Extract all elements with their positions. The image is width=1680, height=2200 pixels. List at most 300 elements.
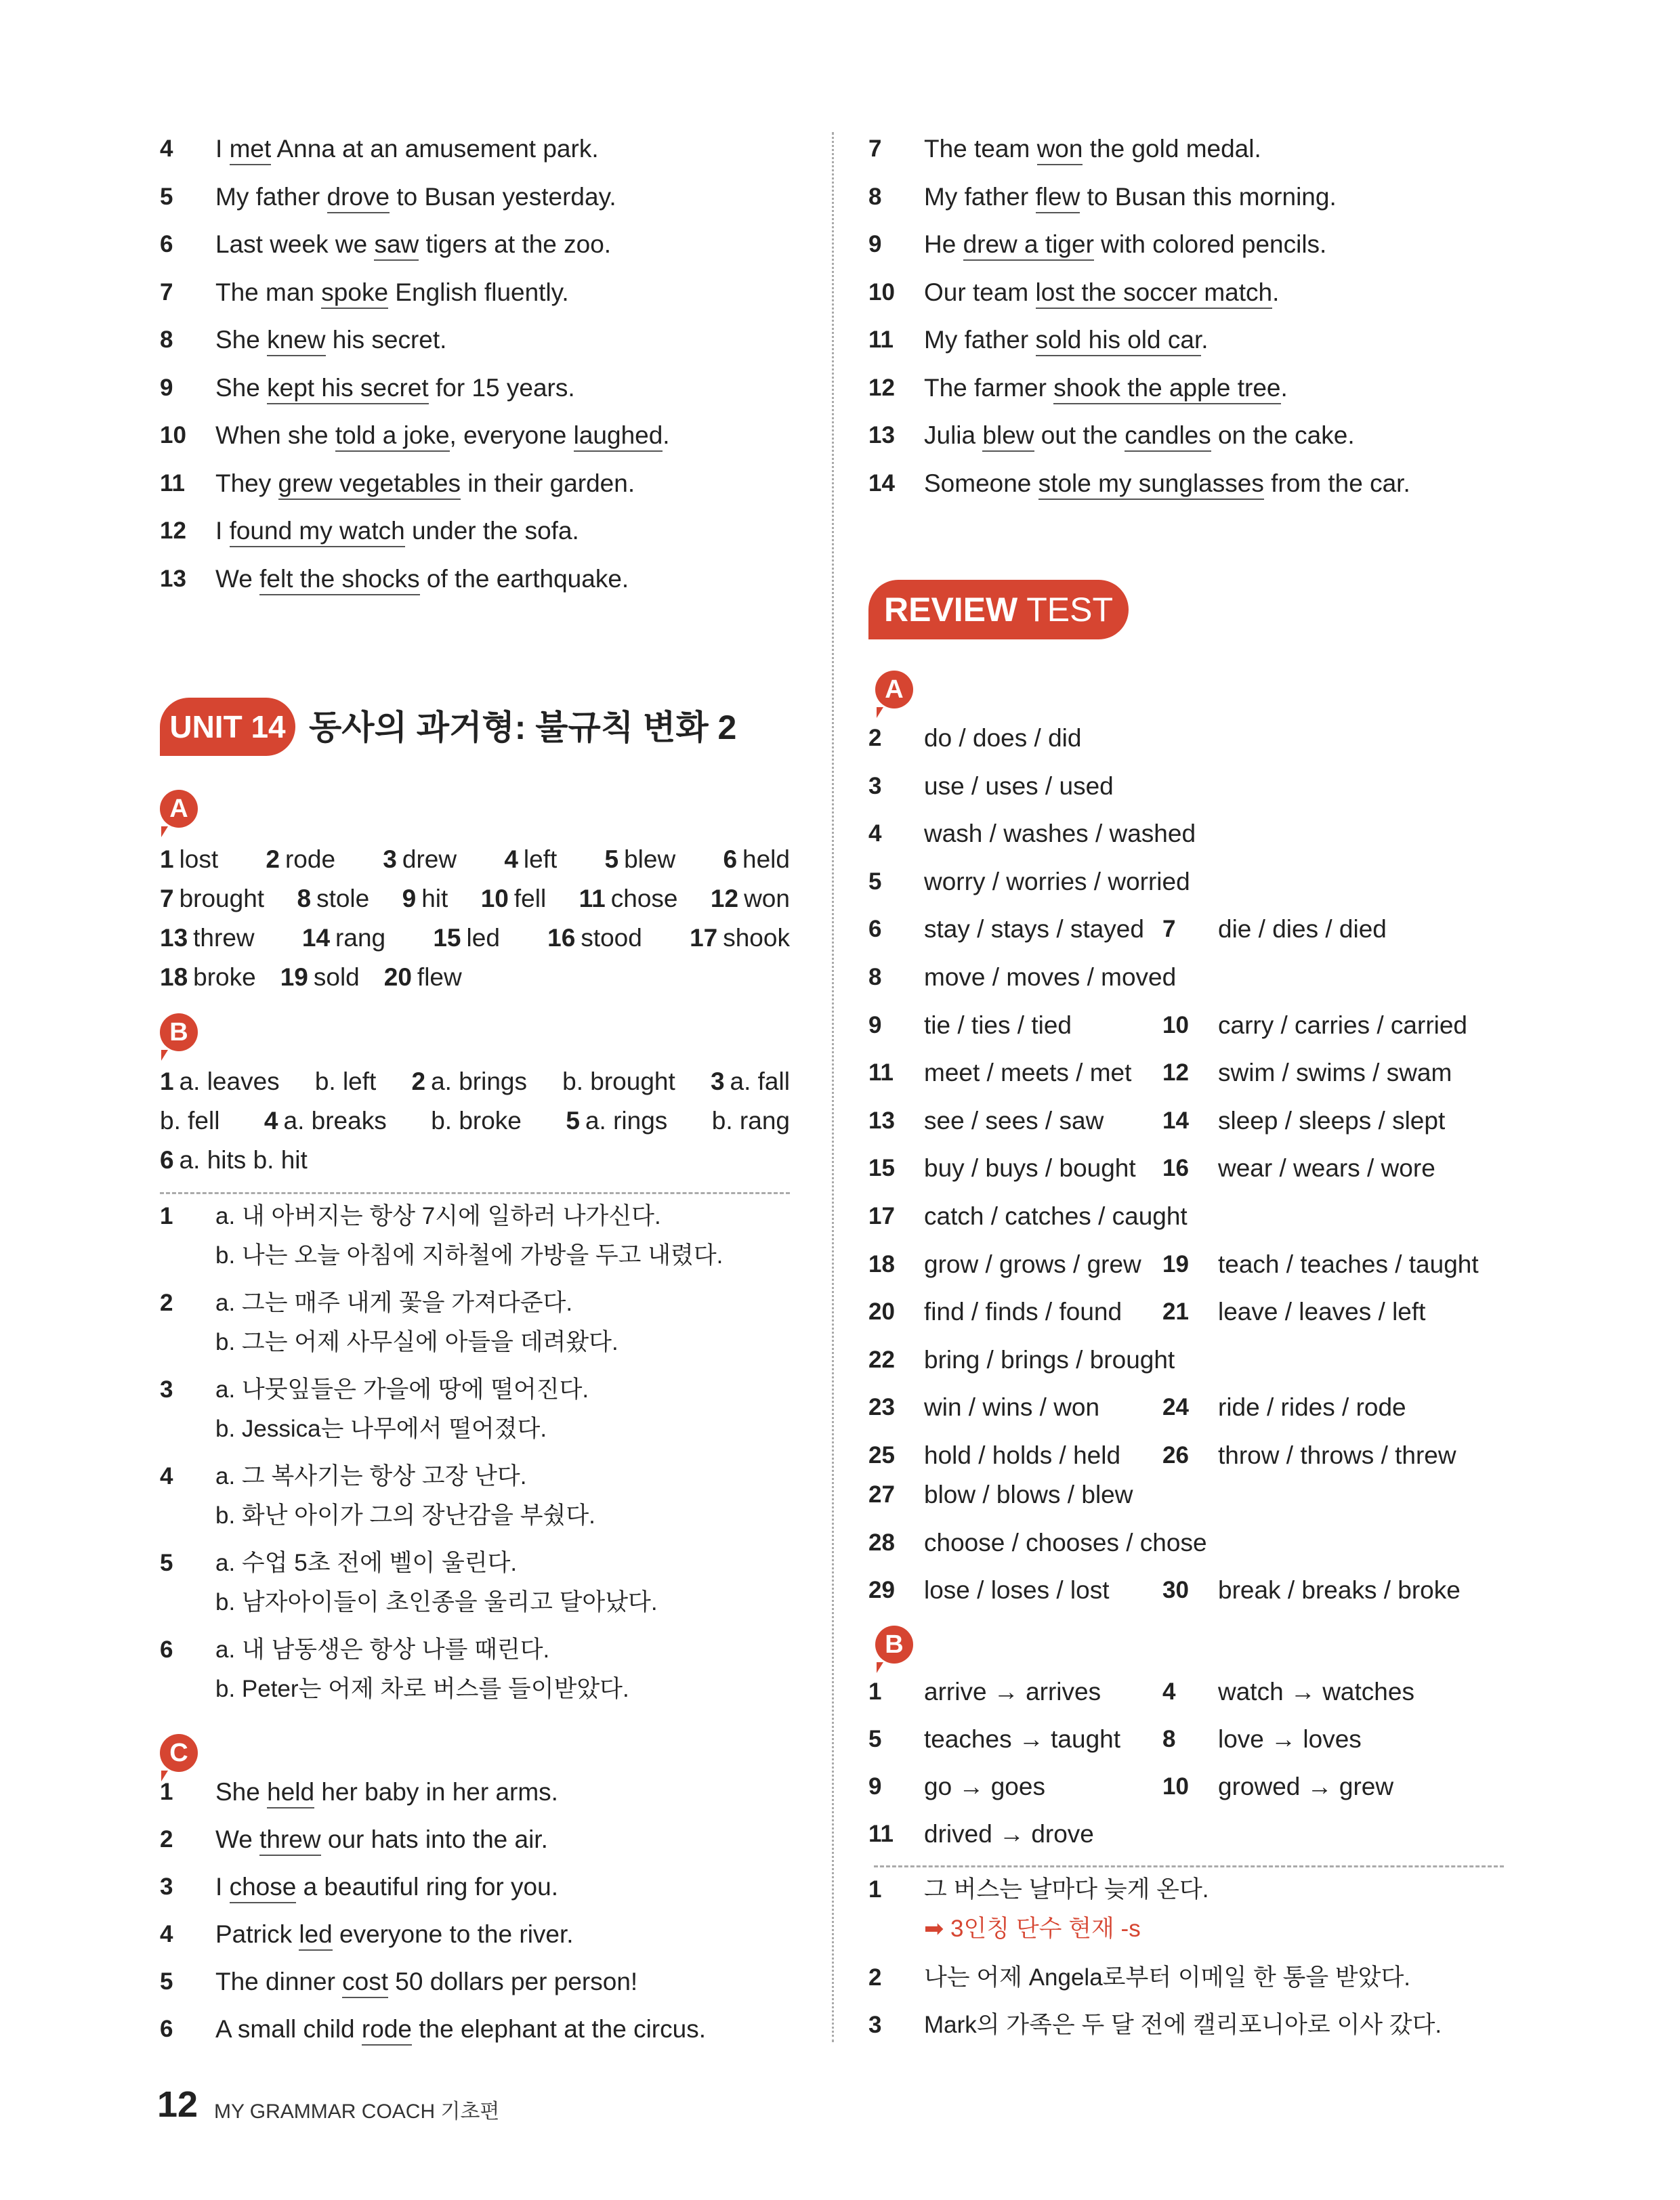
- item-number: 14: [868, 469, 895, 496]
- item-number: 4: [160, 1463, 173, 1489]
- sentence-text: Someone: [924, 469, 1038, 497]
- item-number: 5: [604, 845, 619, 873]
- answer-underlined: candles: [1125, 421, 1211, 452]
- answer-row: [160, 1062, 790, 1101]
- answer-underlined: won: [1037, 135, 1083, 165]
- item-number: 29: [868, 1577, 895, 1604]
- section-c-badge: C: [160, 1734, 198, 1772]
- section-a-badge: A: [160, 790, 198, 828]
- item-sentence: [215, 2013, 706, 2046]
- answer-forms: go → goes: [924, 1773, 1045, 1800]
- answer-word: stole: [316, 885, 370, 912]
- item-number: 5: [160, 183, 173, 210]
- answer-item: [297, 879, 370, 918]
- answer-underlined: saw: [374, 230, 419, 261]
- item-number: 6: [868, 916, 882, 943]
- item-sentence: [215, 372, 575, 404]
- answer-forms: blow / blows / blew: [924, 1481, 1133, 1508]
- answer-forms: love → loves: [1218, 1725, 1362, 1753]
- sentence-text: The team: [924, 135, 1037, 163]
- item-sentence: [215, 133, 599, 165]
- item-number: 11: [160, 469, 185, 496]
- answer-forms: win / wins / won: [924, 1393, 1100, 1422]
- item-sentence: [215, 228, 611, 261]
- answer-forms: use / uses / used: [924, 771, 1114, 800]
- item-number: 10: [160, 422, 186, 448]
- sentence-text: a beautiful ring for you.: [296, 1873, 558, 1901]
- answer-item: [160, 840, 218, 879]
- item-number: 3: [383, 845, 397, 873]
- answer-item: [160, 879, 264, 918]
- item-sentence: [215, 563, 629, 595]
- answer-underlined: met: [230, 135, 272, 165]
- item-number: 25: [868, 1442, 895, 1468]
- answer-forms: wear / wears / wore: [1218, 1154, 1435, 1183]
- answer-item: [384, 958, 462, 997]
- item-number: 23: [868, 1394, 895, 1421]
- review-b-badge: B: [875, 1626, 913, 1664]
- answer-row: [160, 1141, 790, 1180]
- sentence-text: tigers at the zoo.: [419, 230, 612, 258]
- answer-forms: wash / washes / washed: [924, 820, 1196, 848]
- item-number: 6: [160, 2016, 173, 2042]
- sentence-text: .: [1272, 278, 1280, 306]
- answer-underlined: laughed: [574, 421, 663, 452]
- sentence-text: We: [215, 564, 260, 593]
- item-number: 3: [160, 1376, 173, 1403]
- answer-item: [481, 879, 546, 918]
- answer-forms: watch → watches: [1218, 1678, 1414, 1706]
- sentence-text: English fluently.: [388, 278, 569, 306]
- sentence-text: She: [215, 1778, 268, 1806]
- sentence-text: .: [1201, 326, 1209, 354]
- review-a-badge: A: [875, 671, 913, 708]
- item-number: 3: [868, 772, 882, 799]
- item-number: 3: [710, 1067, 725, 1095]
- sentence-text: Our team: [924, 278, 1036, 306]
- item-number: 16: [1162, 1155, 1189, 1182]
- answer-item: [605, 840, 676, 879]
- sentence-text: of the earthquake.: [419, 564, 629, 593]
- answer-word: drew: [402, 845, 457, 873]
- item-number: 19: [1162, 1250, 1189, 1277]
- answer-row: [160, 879, 790, 918]
- translation-b: b. Jessica는 나무에서 떨어졌다.: [215, 1416, 547, 1442]
- sentence-text: to Busan yesterday.: [390, 182, 616, 211]
- item-number: 1: [160, 845, 174, 873]
- item-sentence: [924, 324, 1209, 356]
- answer-forms: break / breaks / broke: [1218, 1576, 1461, 1605]
- answer-item: [690, 918, 790, 958]
- answer-item: [160, 958, 256, 997]
- sentence-text: A small child: [215, 2015, 362, 2043]
- answer-word: b. fell: [160, 1107, 220, 1135]
- answer-word: b. left: [314, 1067, 377, 1095]
- answer-forms: sleep / sleeps / slept: [1218, 1106, 1446, 1135]
- item-sentence: [215, 467, 635, 500]
- item-number: 13: [160, 924, 188, 952]
- item-number: 22: [868, 1346, 895, 1373]
- sentence-text: I: [215, 517, 230, 545]
- answer-item: [315, 1062, 377, 1101]
- answer-word: broke: [193, 963, 256, 991]
- translation-b: b. 남자아이들이 초인종을 울리고 달아났다.: [215, 1589, 658, 1615]
- answer-word: left: [523, 845, 558, 873]
- answer-item: [264, 1101, 387, 1141]
- sentence-text: on the cake.: [1211, 421, 1355, 449]
- item-sentence: [215, 1871, 558, 1903]
- item-number: 4: [504, 845, 518, 873]
- item-number: 18: [160, 963, 188, 991]
- answer-forms: move / moves / moved: [924, 963, 1177, 991]
- item-number: 13: [868, 422, 895, 448]
- item-number: 2: [411, 1067, 426, 1095]
- sentence-text: out the: [1034, 421, 1125, 449]
- item-number: 3: [160, 1874, 173, 1900]
- item-number: 13: [160, 565, 186, 592]
- answer-forms: meet / meets / met: [924, 1059, 1132, 1087]
- answer-item: [160, 1101, 219, 1141]
- item-number: 20: [383, 963, 412, 991]
- answer-word: a. leaves: [179, 1067, 280, 1095]
- answer-item: [280, 958, 360, 997]
- answer-word: hit: [421, 885, 448, 912]
- answer-underlined: told a joke: [335, 421, 450, 452]
- answer-item: [547, 918, 642, 958]
- item-number: 24: [1162, 1394, 1189, 1421]
- translation-b: b. 나는 오늘 아침에 지하철에 가방을 두고 내렸다.: [215, 1242, 723, 1269]
- answer-item: [566, 1101, 667, 1141]
- answer-word: led: [466, 924, 500, 952]
- translation-b: b. 화난 아이가 그의 장난감을 부쉈다.: [215, 1502, 595, 1529]
- item-sentence: [215, 419, 670, 452]
- answer-word: blew: [624, 845, 676, 873]
- item-number: 14: [1162, 1107, 1189, 1134]
- unit-badge: UNIT 14: [160, 698, 295, 756]
- item-sentence: [924, 467, 1410, 500]
- answer-word: b. brought: [562, 1067, 675, 1095]
- translation-a: a. 수업 5초 전에 벨이 울린다.: [215, 1550, 518, 1576]
- answer-underlined: drove: [327, 183, 390, 213]
- item-number: 10: [1162, 1773, 1189, 1800]
- dashed-divider: [874, 1865, 1504, 1867]
- item-number: 19: [280, 963, 308, 991]
- sentence-text: The dinner: [215, 1968, 343, 1995]
- item-number: 9: [868, 231, 882, 257]
- item-number: 7: [868, 135, 882, 162]
- answer-item: [402, 879, 448, 918]
- sentence-text: under the sofa.: [404, 517, 579, 545]
- item-number: 7: [160, 885, 174, 912]
- translation-text: 나는 어제 Angela로부터 이메일 한 통을 받았다.: [924, 1964, 1411, 1991]
- item-number: 11: [579, 885, 606, 912]
- translation-a: a. 그 복사기는 항상 고장 난다.: [215, 1463, 527, 1489]
- item-number: 11: [868, 326, 894, 353]
- item-number: 28: [868, 1529, 895, 1556]
- sentence-text: She: [215, 326, 268, 354]
- answer-item: [723, 840, 790, 879]
- item-number: 30: [1162, 1577, 1189, 1604]
- sentence-text: .: [1280, 373, 1288, 402]
- item-sentence: [924, 372, 1288, 404]
- item-number: 14: [301, 924, 331, 952]
- item-number: 12: [1162, 1059, 1189, 1086]
- item-sentence: [215, 1966, 637, 1998]
- answer-forms: swim / swims / swam: [1218, 1059, 1452, 1087]
- item-number: 10: [480, 885, 509, 912]
- answer-underlined: spoke: [321, 278, 388, 309]
- item-number: 15: [433, 924, 461, 952]
- sentence-text: They: [215, 469, 278, 497]
- sentence-text: The farmer: [924, 373, 1054, 402]
- answer-forms: growed → grew: [1218, 1773, 1394, 1800]
- dashed-divider: [160, 1192, 790, 1194]
- answer-item: [302, 918, 385, 958]
- answer-word: a. hits b. hit: [179, 1146, 308, 1174]
- sentence-text: When she: [215, 421, 335, 449]
- item-number: 27: [868, 1481, 895, 1508]
- item-number: 9: [868, 1773, 882, 1800]
- sentence-text: , everyone: [449, 421, 574, 449]
- answer-forms: see / sees / saw: [924, 1106, 1104, 1135]
- footer-title: MY GRAMMAR COACH 기초편: [214, 2100, 500, 2123]
- answer-underlined: found my watch: [230, 517, 405, 547]
- answer-word: threw: [193, 924, 255, 952]
- answer-forms: find / finds / found: [924, 1298, 1122, 1326]
- sentence-text: her baby in her arms.: [314, 1778, 558, 1806]
- translation-text: 그 버스는 날마다 늦게 온다.: [924, 1876, 1209, 1903]
- answer-forms: grow / grows / grew: [924, 1250, 1141, 1278]
- answer-item: [504, 840, 557, 879]
- answer-underlined: grew vegetables: [278, 469, 461, 500]
- item-number: 5: [868, 1726, 882, 1752]
- item-number: 9: [160, 374, 173, 401]
- item-number: 4: [264, 1107, 278, 1135]
- answer-word: chose: [610, 885, 678, 912]
- answer-item: [431, 1101, 522, 1141]
- answer-forms: die / dies / died: [1218, 915, 1387, 944]
- answer-underlined: lost the soccer match: [1036, 278, 1273, 309]
- item-number: 5: [160, 1550, 173, 1576]
- answer-item: [160, 1062, 280, 1101]
- answer-forms: catch / catches / caught: [924, 1202, 1188, 1230]
- answer-underlined: knew: [267, 326, 325, 356]
- answer-forms: stay / stays / stayed: [924, 915, 1144, 944]
- item-sentence: [924, 276, 1279, 309]
- item-number: 6: [160, 1636, 173, 1663]
- item-number: 4: [1162, 1678, 1176, 1705]
- item-sentence: [215, 1823, 548, 1856]
- answer-underlined: threw: [259, 1825, 320, 1856]
- answer-item: [160, 1141, 308, 1180]
- page-number: 12: [157, 2084, 198, 2125]
- sentence-text: from the car.: [1263, 469, 1410, 497]
- answer-word: b. rang: [711, 1107, 790, 1135]
- answer-row: [160, 1101, 790, 1141]
- translation-text: Mark의 가족은 두 달 전에 캘리포니아로 이사 갔다.: [924, 2012, 1442, 2038]
- answer-word: held: [742, 845, 790, 873]
- answer-underlined: cost: [342, 1968, 388, 1998]
- item-number: 7: [1162, 916, 1176, 943]
- translation-a: a. 내 남동생은 항상 나를 때린다.: [215, 1636, 550, 1663]
- answer-item: [562, 1062, 675, 1101]
- item-sentence: [215, 276, 569, 309]
- item-number: 7: [160, 278, 173, 305]
- answer-forms: teaches → taught: [924, 1725, 1121, 1753]
- answer-word: a. brings: [431, 1067, 527, 1095]
- item-number: 26: [1162, 1442, 1189, 1468]
- sentence-text: the gold medal.: [1083, 135, 1261, 163]
- item-sentence: [924, 228, 1326, 261]
- column-divider: [832, 132, 834, 2042]
- sentence-text: the elephant at the circus.: [411, 2015, 706, 2043]
- item-number: 2: [160, 1826, 173, 1853]
- answer-forms: hold / holds / held: [924, 1441, 1121, 1469]
- answer-underlined: flew: [1036, 183, 1080, 213]
- answer-underlined: sold his old car: [1036, 326, 1202, 356]
- sentence-text: his secret.: [325, 326, 447, 354]
- item-number: 20: [868, 1298, 895, 1326]
- sentence-text: our hats into the air.: [320, 1825, 548, 1853]
- item-sentence: [924, 181, 1337, 213]
- answer-underlined: drew a tiger: [963, 230, 1094, 261]
- section-b-badge: B: [160, 1013, 198, 1051]
- sentence-text: We: [215, 1825, 260, 1853]
- item-number: 2: [266, 845, 280, 873]
- item-number: 1: [160, 1067, 174, 1095]
- answer-word: lost: [179, 845, 219, 873]
- item-sentence: [215, 1918, 574, 1951]
- translation-a: a. 그는 매주 내게 꽃을 가져다준다.: [215, 1290, 573, 1316]
- answer-word: brought: [179, 885, 265, 912]
- item-number: 9: [402, 885, 417, 912]
- item-number: 6: [723, 845, 738, 873]
- item-number: 8: [868, 183, 882, 210]
- sentence-text: Patrick: [215, 1920, 299, 1948]
- answer-underlined: held: [267, 1778, 314, 1808]
- sentence-text: to Busan this morning.: [1080, 182, 1337, 211]
- item-number: 17: [690, 924, 718, 952]
- sentence-text: The man: [215, 278, 322, 306]
- sentence-text: everyone to the river.: [332, 1920, 574, 1948]
- item-number: 5: [566, 1107, 580, 1135]
- answer-underlined: rode: [362, 2015, 412, 2046]
- answer-word: stood: [581, 924, 642, 952]
- sentence-text: Anna at an amusement park.: [271, 135, 599, 163]
- item-number: 9: [868, 1011, 882, 1038]
- answer-word: won: [744, 885, 790, 912]
- answer-item: [579, 879, 678, 918]
- sentence-text: My father: [924, 182, 1036, 211]
- answer-forms: ride / rides / rode: [1218, 1393, 1406, 1422]
- item-number: 8: [868, 964, 882, 990]
- item-number: 8: [160, 326, 173, 353]
- item-number: 6: [160, 231, 173, 257]
- answer-forms: teach / teaches / taught: [1218, 1250, 1479, 1278]
- answer-forms: tie / ties / tied: [924, 1011, 1072, 1039]
- answer-word: flew: [417, 963, 462, 991]
- answer-underlined: led: [299, 1920, 332, 1951]
- answer-row: [160, 958, 790, 997]
- item-number: 5: [160, 1968, 173, 1995]
- item-number: 2: [868, 725, 882, 751]
- answer-forms: choose / chooses / chose: [924, 1528, 1207, 1557]
- translation-b: b. 그는 어제 사무실에 아들을 데려왔다.: [215, 1329, 618, 1355]
- item-number: 17: [868, 1203, 895, 1229]
- item-number: 15: [868, 1155, 895, 1182]
- item-number: 12: [710, 885, 739, 912]
- item-number: 16: [547, 924, 576, 952]
- answer-underlined: blew: [982, 421, 1034, 452]
- answer-word: sold: [313, 963, 360, 991]
- answer-item: [433, 918, 500, 958]
- answer-item: [712, 1101, 790, 1141]
- item-sentence: [215, 324, 446, 356]
- item-number: 3: [868, 2012, 882, 2038]
- answer-row: [160, 840, 790, 879]
- review-test-badge: REVIEW TEST: [868, 580, 1129, 639]
- translation-b: b. Peter는 어제 차로 버스를 들이받았다.: [215, 1676, 629, 1702]
- sentence-text: .: [663, 421, 670, 449]
- answer-forms: buy / buys / bought: [924, 1154, 1136, 1183]
- item-number: 10: [1162, 1011, 1189, 1038]
- item-number: 2: [868, 1964, 882, 1991]
- sentence-text: with colored pencils.: [1093, 230, 1327, 258]
- sentence-text: She: [215, 373, 268, 402]
- answer-item: [711, 879, 790, 918]
- answer-word: rode: [285, 845, 336, 873]
- sentence-text: He: [924, 230, 963, 258]
- answer-word: b. broke: [431, 1107, 522, 1135]
- answer-word: a. fall: [730, 1067, 790, 1095]
- sentence-text: I: [215, 135, 230, 163]
- answer-underlined: chose: [230, 1873, 297, 1903]
- answer-forms: drived → drove: [924, 1820, 1094, 1848]
- sentence-text: Julia: [924, 421, 983, 449]
- item-sentence: [215, 515, 579, 547]
- item-sentence: [215, 181, 616, 213]
- item-number: 1: [868, 1876, 882, 1903]
- item-number: 5: [868, 868, 882, 895]
- item-number: 1: [160, 1203, 173, 1229]
- item-sentence: [215, 1776, 558, 1808]
- answer-forms: bring / brings / brought: [924, 1345, 1175, 1374]
- item-number: 12: [868, 374, 895, 401]
- answer-row: [160, 918, 790, 958]
- answer-word: fell: [513, 885, 547, 912]
- answer-item: [711, 1062, 790, 1101]
- answer-word: a. rings: [585, 1107, 668, 1135]
- sentence-text: for 15 years.: [428, 373, 575, 402]
- item-number: 6: [160, 1146, 174, 1174]
- unit-title: 동사의 과거형: 불규칙 변화 2: [309, 708, 737, 746]
- answer-item: [160, 918, 255, 958]
- item-number: 1: [868, 1678, 882, 1705]
- item-number: 21: [1162, 1298, 1189, 1326]
- answer-forms: arrive → arrives: [924, 1678, 1101, 1706]
- item-number: 1: [160, 1779, 173, 1805]
- answer-forms: throw / throws / threw: [1218, 1441, 1456, 1469]
- answer-item: [383, 840, 457, 879]
- grammar-note: ➡ 3인칭 단수 현재 -s: [924, 1916, 1141, 1942]
- item-number: 8: [297, 885, 312, 912]
- answer-forms: do / does / did: [924, 724, 1082, 752]
- answer-item: [266, 840, 335, 879]
- sentence-text: I: [215, 1873, 230, 1901]
- item-number: 18: [868, 1250, 895, 1277]
- answer-underlined: stole my sunglasses: [1038, 469, 1264, 500]
- item-number: 11: [868, 1059, 894, 1086]
